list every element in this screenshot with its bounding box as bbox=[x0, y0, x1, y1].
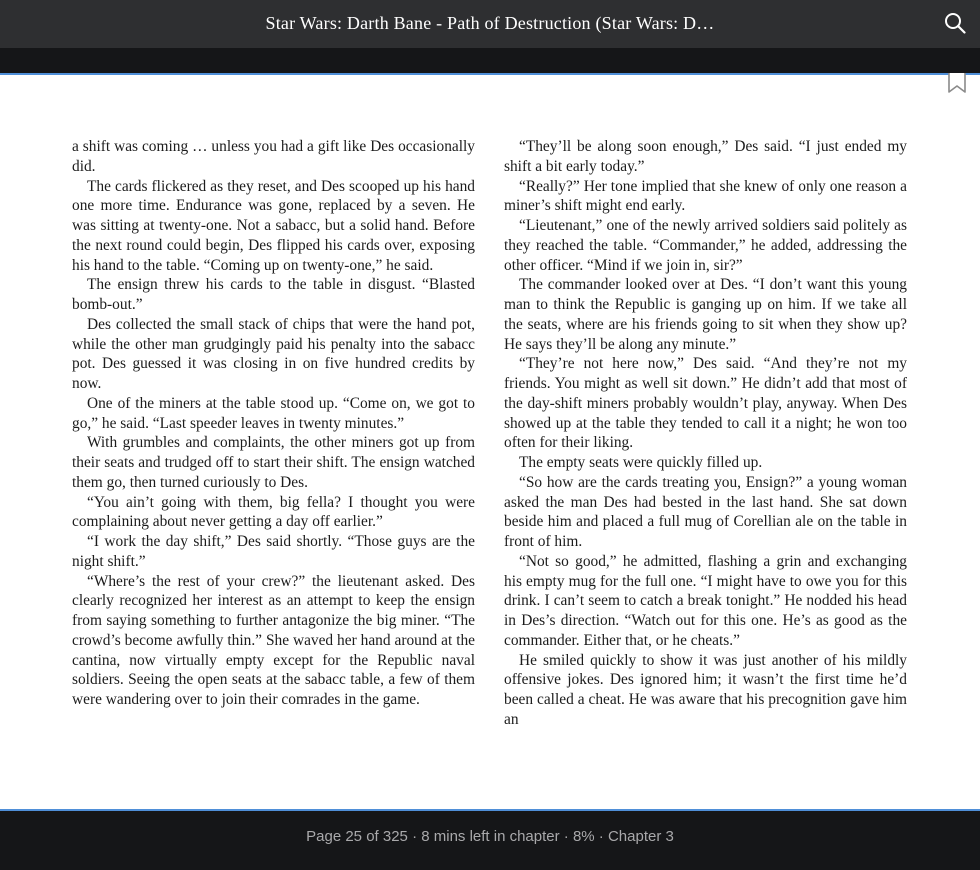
paragraph: “Lieutenant,” one of the newly arrived soldiers said politely as they reached the table. “Commander,” he added, addressing the other officer. “Mind if we join in, sir?” bbox=[504, 217, 907, 274]
secondary-toolbar bbox=[0, 48, 980, 73]
paragraph: a shift was coming … unless you had a gift like Des occasionally did. bbox=[72, 138, 475, 175]
paragraph: The commander looked over at Des. “I don’t want this young man to think the Republic is ganging up on him. If we take all the seats, where are his friends going to sit when they show up? He says they’ll be along any minute.” bbox=[504, 276, 907, 353]
paragraph: “Really?” Her tone implied that she knew of only one reason a miner’s shift might end early. bbox=[504, 177, 907, 215]
paragraph: The cards flickered as they reset, and Des scooped up his hand one more time. Endurance was gone, replaced by a seven. He was sitting at twenty-one. Not a sabacc, but a solid hand. Before the next round could begin, Des flipped his cards over, exposing his hand to the table. “Coming up on twenty-one,” he said. bbox=[72, 177, 475, 274]
paragraph: With grumbles and complaints, the other miners got up from their seats and trudged off to start their shift. The ensign watched them go, then turned curiously to Des. bbox=[72, 434, 475, 491]
paragraph: “They’ll be along soon enough,” Des said. “I just ended my shift a bit early today.” bbox=[504, 138, 907, 175]
paragraph: “You ain’t going with them, big fella? I thought you were complaining about never getting a day off earlier.” bbox=[72, 493, 475, 531]
paragraph: “I work the day shift,” Des said shortly. “Those guys are the night shift.” bbox=[72, 533, 475, 570]
top-toolbar bbox=[0, 0, 980, 48]
book-title[interactable]: Star Wars: Darth Bane - Path of Destruction (Star Wars: D… bbox=[265, 13, 715, 33]
paragraph: “Not so good,” he admitted, flashing a grin and exchanging his empty mug for the full one. “I might have to owe you for this drink. I can’t seem to catch a break tonight.” He nodded his head in Des’s direction. “Watch out for this one. He’s as good as the commander. Either that, or he cheats.” bbox=[504, 552, 907, 649]
paragraph: “So how are the cards treating you, Ensign?” a young woman asked the man Des had bested in the last hand. She sat down beside him and placed a full mug of Corellian ale on the table in front of him. bbox=[504, 473, 907, 550]
paragraph: “They’re not here now,” Des said. “And they’re not my friends. You might as well sit down.” He didn’t add that most of the day-shift miners probably wouldn’t play, anyway. When Des showed up at the table they tended to call it a night; he won too often for their liking. bbox=[504, 355, 907, 452]
paragraph: The empty seats were quickly filled up. bbox=[519, 454, 763, 471]
paragraph: Des collected the small stack of chips that were the hand pot, while the other man grudgingly paid his penalty into the sabacc pot. Des guessed it was closing in on five hundred credits by now. bbox=[72, 315, 475, 392]
top-accent-line bbox=[0, 73, 980, 75]
page-left-column bbox=[72, 137, 475, 710]
paragraph: One of the miners at the table stood up. “Come on, we got to go,” he said. “Last speeder leaves in twenty minutes.” bbox=[72, 394, 475, 432]
bookmark-icon[interactable] bbox=[947, 73, 967, 95]
page-right-column bbox=[504, 137, 907, 730]
search-icon[interactable] bbox=[944, 12, 966, 34]
reading-progress[interactable]: Page 25 of 325 · 8 mins left in chapter · 8% · Chapter 3 bbox=[306, 828, 674, 845]
bottom-status-bar bbox=[0, 811, 980, 870]
paragraph: He smiled quickly to show it was just another of his mildly offensive jokes. Des ignored him; it wasn’t the first time he’d been called a cheat. He was aware that his precognition gave him an bbox=[504, 651, 907, 728]
paragraph: The ensign threw his cards to the table in disgust. “Blasted bomb-out.” bbox=[72, 276, 475, 313]
paragraph: “Where’s the rest of your crew?” the lieutenant asked. Des clearly recognized her interest as an attempt to keep the ensign from saying something to further antagonize the big miner. “The crowd’s become awfully thin.” She waved her hand around at the cantina, now virtually empty except for the Republic naval soldiers. Seeing the open seats at the sabacc table, a few of them were wandering over to join their comrades in the game. bbox=[72, 572, 475, 708]
